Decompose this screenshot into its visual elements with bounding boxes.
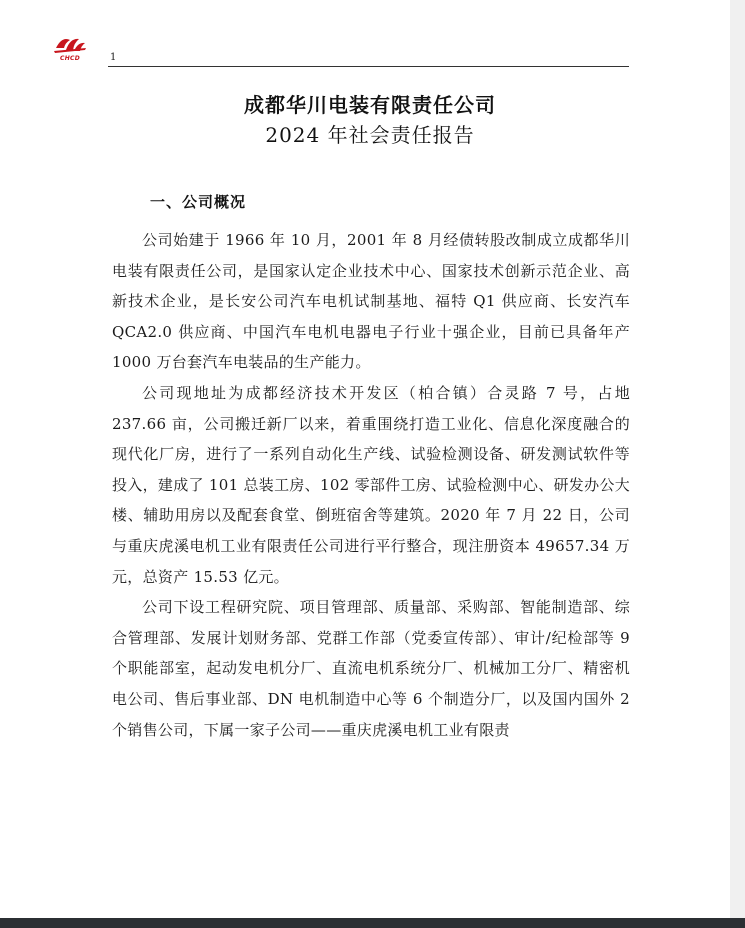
page-number: 1 [110, 52, 117, 63]
company-logo [52, 34, 88, 64]
paragraph: 公司下设工程研究院、项目管理部、质量部、采购部、智能制造部、综合管理部、发展计划财务部、党群工作部（党委宣传部）、审计/纪检部等 9 个职能部室，起动发电机分厂、直流电机系统分厂、机械加工分厂、精密机电公司、售后事业部、DN 电机制造中心等 6 个制造分厂，以及国内国外 2 个销售公司，下属一家子公司——重庆虎溪电机工业有限责 [112, 598, 630, 739]
paragraph: 公司现地址为成都经济技术开发区（柏合镇）合灵路 7 号，占地 237.66 亩，公司搬迁新厂以来，着重围绕打造工业化、信息化深度融合的现代化厂房，进行了一系列自动化生产线、试验检测设备、研发测试软件等投入，建成了 101 总装工房、102 零部件工房、试验检测中心、研发办公大楼、辅助用房以及配套食堂、倒班宿舍等建筑。2020 年 7 月 22 日，公司与重庆虎溪电机工业有限责任公司进行平行整合，现注册资本 49657.34 万元，总资产 15.53 亿元。 [112, 383, 630, 586]
section-heading: 一、公司概况 [150, 193, 247, 211]
bottom-toolbar [0, 918, 745, 928]
document-title: 成都华川电装有限责任公司 [244, 93, 496, 117]
logo-mark-icon [52, 34, 88, 56]
document-subtitle: 2024 年社会责任报告 [265, 123, 475, 147]
scrollbar[interactable] [730, 0, 745, 918]
body-text [112, 225, 630, 745]
paragraph: 公司始建于 1966 年 10 月，2001 年 8 月经债转股改制成立成都华川电装有限责任公司，是国家认定企业技术中心、国家技术创新示范企业、高新技术企业，是长安公司汽车电机试制基地、福特 Q1 供应商、长安汽车 QCA2.0 供应商、中国汽车电机电器电子行业十强企业，目前已具备年产 1000 万台套汽车电装品的生产能力。 [112, 231, 630, 372]
logo-text: CHCD [59, 55, 80, 62]
header-divider [108, 66, 629, 67]
